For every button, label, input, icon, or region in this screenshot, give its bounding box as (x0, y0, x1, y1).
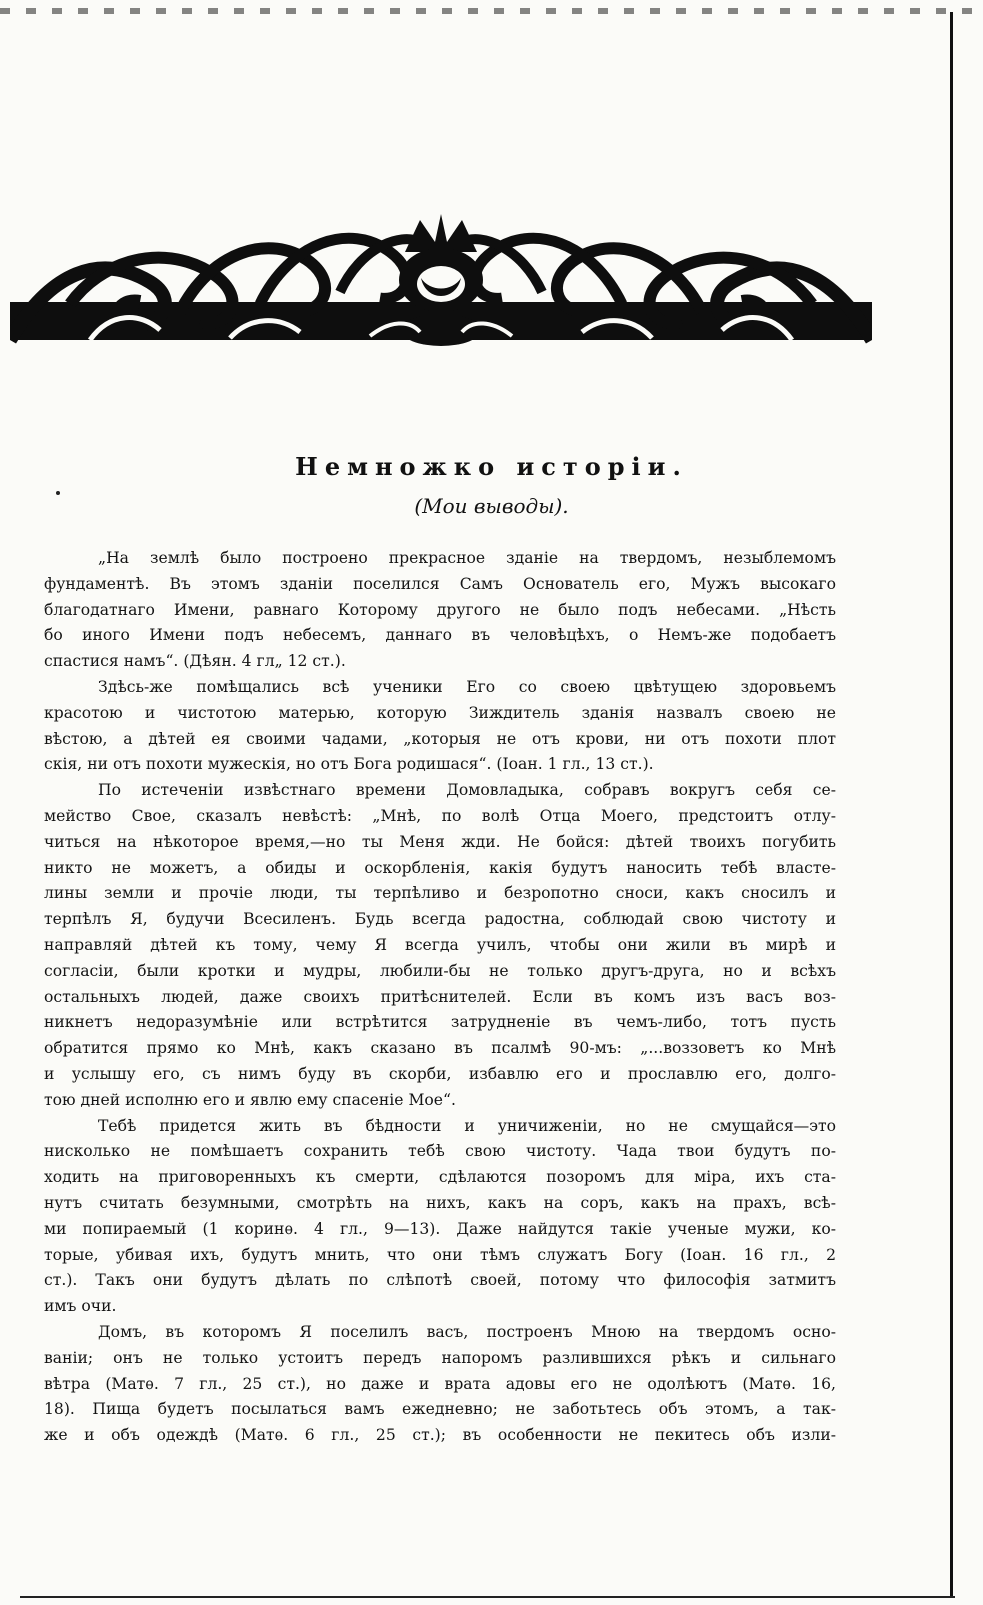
text-line: и услышу его, съ нимъ буду въ скорби, избавлю его и прославлю его, долго- (44, 1064, 836, 1083)
ornamental-headpiece-icon (10, 212, 872, 354)
text-line: остальныхъ людей, даже своихъ притѣснителей. Если въ комъ изъ васъ воз- (44, 987, 836, 1006)
text-line: Здѣсь-же помѣщались всѣ ученики Его со своею цвѣтущею здоровьемъ (98, 677, 836, 696)
text-line: никнетъ недоразумѣніе или встрѣтится затрудненіе въ чемъ-либо, тотъ пусть (44, 1013, 836, 1032)
text-line: бо иного Имени подъ небесемъ, даннаго въ человѣцѣхъ, о Немъ-же подобаетъ (44, 626, 836, 645)
text-line: никто не можетъ, а обиды и оскорбленія, какія будутъ наносить тебѣ власте- (44, 858, 836, 877)
print-speck (56, 491, 60, 495)
bottom-border-rule (20, 1596, 955, 1598)
text-line: ст.). Такъ они будутъ дѣлать по слѣпотѣ своей, потому что философія затмитъ (44, 1271, 836, 1290)
article-title: Немножко исторіи. (295, 452, 688, 481)
text-line: обратится прямо ко Мнѣ, какъ сказано въ псалмѣ 90-мъ: „...воззоветъ ко Мнѣ (44, 1039, 836, 1058)
text-line: скія, ни отъ похоти мужескія, но отъ Бога родишася“. (Іоан. 1 гл., 13 ст.). (44, 755, 654, 774)
text-line: благодатнаго Имени, равнаго Которому другого не было подъ небесами. „Нѣсть (44, 600, 836, 619)
top-edge-marks (0, 8, 983, 14)
text-line: нисколько не помѣшаетъ сохранить тебѣ свою чистоту. Чада твои будутъ по- (44, 1142, 836, 1161)
text-line: читься на нѣкоторое время,—но ты Меня жди. Не бойся: дѣтей твоихъ погубить (44, 832, 836, 851)
text-line: ми попираемый (1 коринѳ. 4 гл., 9—13). Даже найдутся такіе ученые мужи, ко- (44, 1219, 836, 1238)
text-line: По истеченіи извѣстнаго времени Домовладыка, собравъ вокругъ себя се- (98, 781, 836, 800)
text-line: тою дней исполню его и явлю ему спасеніе Мое“. (44, 1090, 456, 1109)
text-line: имъ очи. (44, 1297, 117, 1316)
article-body (44, 546, 836, 1449)
text-line: же и объ одеждѣ (Матѳ. 6 гл., 25 ст.); въ особенности не пекитесь объ изли- (44, 1426, 836, 1445)
text-line: „На землѣ было построено прекрасное зданіе на твердомъ, незыблемомъ (98, 549, 836, 567)
text-line: вѣстою, а дѣтей ея своими чадами, „которыя не отъ крови, ни отъ похоти плот (44, 729, 836, 748)
article-subtitle: (Мои выводы). (414, 494, 569, 518)
text-line: красотою и чистотою матерью, которую Зиждитель зданія назвалъ своею не (44, 703, 836, 722)
text-line: мейство Свое, сказалъ невѣстѣ: „Мнѣ, по волѣ Отца Моего, предстоитъ отлу- (44, 806, 836, 825)
text-line: лины земли и прочіе люди, ты терпѣливо и безропотно сноси, какъ сносилъ и (44, 884, 836, 903)
text-line: торые, убивая ихъ, будутъ мнить, что они тѣмъ служатъ Богу (Іоан. 16 гл., 2 (44, 1245, 836, 1264)
text-line: Домъ, въ которомъ Я поселилъ васъ, построенъ Мною на твердомъ осно- (98, 1322, 836, 1341)
text-line: 18). Пища будетъ посылаться вамъ ежедневно; не заботьтесь объ этомъ, а так- (44, 1400, 836, 1419)
text-line: направляй дѣтей къ тому, чему Я всегда училъ, чтобы они жили въ мирѣ и (44, 935, 836, 954)
right-border-rule (950, 12, 953, 1597)
text-line: Тебѣ придется жить въ бѣдности и уничиженіи, но не смущайся—это (98, 1116, 836, 1135)
text-line: ходить на приговоренныхъ къ смерти, сдѣлаются позоромъ для міра, ихъ ста- (44, 1168, 836, 1187)
text-line: фундаментѣ. Въ этомъ зданіи поселился Самъ Основатель его, Мужъ высокаго (44, 574, 836, 593)
text-line: ваніи; онъ не только устоитъ передъ напоромъ разлившихся рѣкъ и сильнаго (44, 1348, 836, 1367)
text-line: согласіи, были кротки и мудры, любили-бы не только другъ-друга, но и всѣхъ (44, 961, 836, 980)
text-line: вѣтра (Матѳ. 7 гл., 25 ст.), но даже и врата адовы его не одолѣютъ (Матѳ. 16, (44, 1374, 836, 1393)
text-line: нутъ считать безумными, смотрѣть на нихъ, какъ на соръ, какъ на прахъ, всѣ- (44, 1193, 836, 1212)
text-line: спастися намъ“. (Дѣян. 4 гл„ 12 ст.). (44, 652, 346, 671)
text-line: терпѣлъ Я, будучи Всесиленъ. Будь всегда радостна, соблюдай свою чистоту и (44, 910, 836, 929)
